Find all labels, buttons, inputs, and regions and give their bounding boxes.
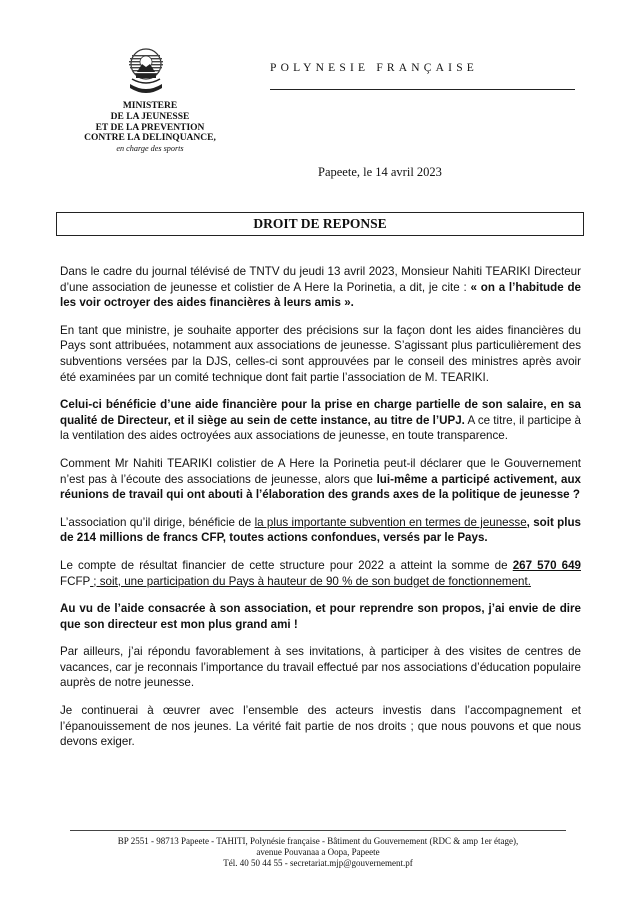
ministry-line: CONTRE LA DELINQUANCE, [84,133,216,144]
text-underlined: la plus importante subvention en termes de jeunesse [254,515,527,529]
text: L’association qu’il dirige, bénéficie de [60,515,255,529]
country-heading: POLYNESIE FRANÇAISE [270,62,479,74]
letter-date: Papeete, le 14 avril 2023 [318,165,442,179]
text: A ce titre, il participe à la ventilation des aides octroyées aux associations de jeunesse, en toute transparence. [60,413,581,443]
ministry-line: ET DE LA PREVENTION [95,122,205,133]
paragraph: Je continuerai à œuvrer avec l’ensemble des acteurs investis dans l’accompagnement et l’épanouissement de nos jeunes. La vérité fait partie de nos droits ; que nous pouvons et que nous devons exiger. [60,704,581,749]
text: Dans le cadre du journal télévisé de TNTV du jeudi 13 avril 2023, Monsieur Nahiti TEARIKI Directeur d’une association de jeunesse et colistier de A Here Ia Porinetia, a dit, je cite : [60,265,581,294]
text-bold: , soit plus de 214 millions de francs CFP, toutes actions confondues, versés par le Pays. [60,515,582,545]
footer-contact: Tél. 40 50 44 55 - secretariat.mjp@gouvernement.pf [223,858,413,869]
text-bold: Celui-ci bénéficie d’une aide financière pour la prise en charge partielle de son salaire, en sa qualité de Directeur, et il siège au sein de cette instance, au titre de l’UPJ. [60,398,581,427]
paragraph [60,558,581,589]
footer-rule [70,830,566,831]
ministry-line: DE LA JEUNESSE [110,111,190,122]
ministry-line: MINISTERE [122,101,178,111]
paragraph [60,397,581,444]
paragraph [60,264,581,311]
paragraph: Par ailleurs, j’ai répondu favorablement à ses invitations, à participer à des visites de centres de vacances, car je reconnais l’importance du travail effectué par nos associations d’éducation populaire auprès de notre jeunesse. [60,645,581,690]
ministry-name [70,101,230,155]
ministry-subtitle: en charge des sports [116,144,184,154]
text-underlined: ; soit, une participation du Pays à hauteur de 90 % de son budget de fonctionnement. [90,574,531,588]
amount: 267 570 649 [512,558,581,572]
footer-address: BP 2551 - 98713 Papeete - TAHITI, Polynésie française - Bâtiment du Gouvernement (RDC & amp 1er étage), [117,836,519,846]
text: Comment Mr Nahiti TEARIKI colistier de A Here Ia Porinetia peut-il déclarer que le Gouvernement n’est pas à l’écoute des associations de jeunesse, alors que [60,456,581,486]
paragraph: En tant que ministre, je souhaite apporter des précisions sur la façon dont les aides financières du Pays sont attribuées, notamment aux associations de jeunesse. S’agissant plus particulièrement des subventions versées par la DJS, celles-ci sont approuvées par le conseil des ministres après avoir été examinées par un comité technique dont fait partie l’association de M. TEARIKI. [60,323,581,384]
paragraph [60,456,581,503]
footer [70,836,566,870]
letter-body [60,264,581,762]
header-rule [270,89,575,90]
text: Le compte de résultat financier de cette structure pour 2022 a atteint la somme de [60,558,513,572]
document-title: DROIT DE REPONSE [56,212,584,236]
polynesia-seal-icon [126,48,166,98]
text-bold: lui-même a participé activement, aux réunions de travail qui ont abouti à l’élaboration des grands axes de la politique de jeunesse ? [60,472,581,502]
footer-street: avenue Pouvanaa a Oopa, Papeete [256,847,380,858]
quote-bold: « on a l’habitude de les voir octroyer des aides financières à leurs amis ». [60,280,581,310]
text: FCFP [60,574,91,588]
paragraph [60,515,581,546]
paragraph: Au vu de l’aide consacrée à son association, et pour reprendre son propos, j’ai envie de dire que son directeur est mon plus grand ami ! [60,602,581,631]
